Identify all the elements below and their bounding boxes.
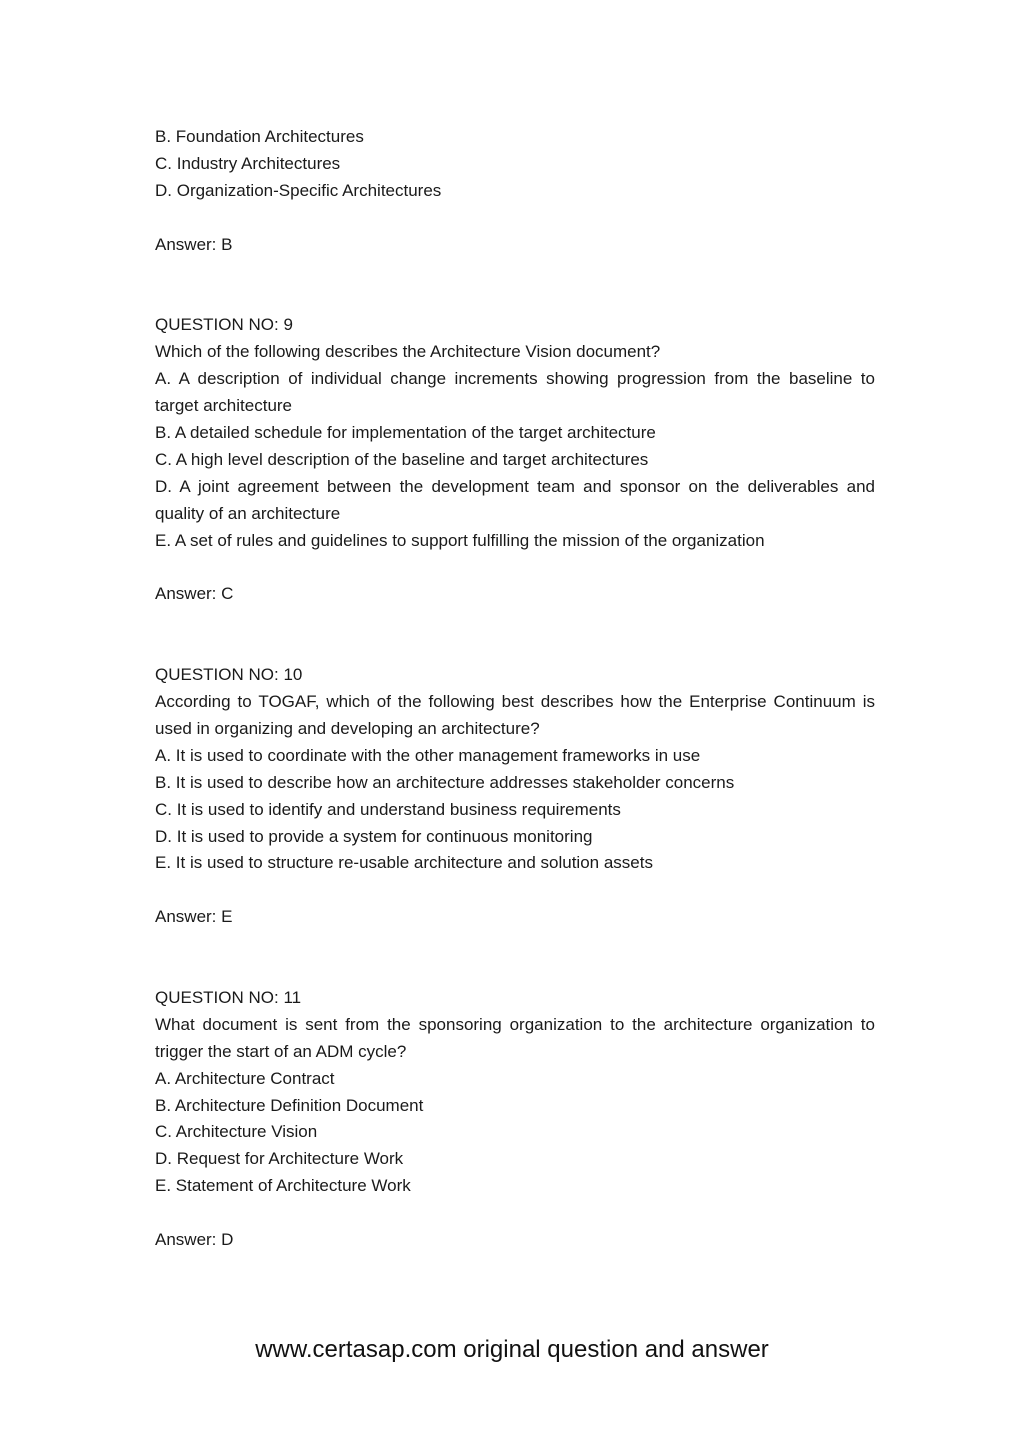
option-e: E. Statement of Architecture Work (155, 1176, 411, 1196)
answer: Answer: E (155, 907, 233, 927)
option-a: A. A description of individual change increments showing progression from the baseline to target architecture (155, 369, 875, 416)
question-number: QUESTION NO: 10 (155, 665, 303, 685)
option-c: C. Architecture Vision (155, 1122, 318, 1142)
option-d: D. Organization-Specific Architectures (155, 180, 442, 200)
option-c: C. A high level description of the baseline and target architectures (155, 449, 649, 469)
option-d: D. A joint agreement between the development team and sponsor on the deliverables and quality of an architecture (155, 476, 875, 523)
option-c: C. Industry Architectures (155, 153, 341, 173)
answer: Answer: D (155, 1230, 234, 1250)
previous-question-tail (155, 124, 875, 259)
question-9 (155, 312, 875, 608)
option-a: A. It is used to coordinate with the other management frameworks in use (155, 745, 701, 765)
option-e: E. It is used to structure re-usable architecture and solution assets (155, 853, 653, 873)
question-text: What document is sent from the sponsoring organization to the architecture organization to trigger the start of an ADM cycle? (155, 1014, 875, 1061)
option-b: B. A detailed schedule for implementation of the target architecture (155, 422, 656, 442)
question-11 (155, 985, 875, 1254)
question-number: QUESTION NO: 11 (155, 987, 302, 1007)
option-e: E. A set of rules and guidelines to support fulfilling the mission of the organization (155, 530, 765, 550)
document-body (155, 124, 875, 1254)
option-b: B. Architecture Definition Document (155, 1095, 424, 1115)
option-d: D. It is used to provide a system for continuous monitoring (155, 826, 593, 846)
question-text: Which of the following describes the Architecture Vision document? (155, 342, 661, 362)
answer: Answer: C (155, 584, 234, 604)
option-d: D. Request for Architecture Work (155, 1149, 404, 1169)
page-footer: www.certasap.com original question and answer (255, 1336, 769, 1363)
question-10 (155, 662, 875, 931)
option-b: B. It is used to describe how an architecture addresses stakeholder concerns (155, 772, 735, 792)
option-b: B. Foundation Architectures (155, 127, 364, 146)
option-a: A. Architecture Contract (155, 1068, 335, 1088)
question-number: QUESTION NO: 9 (155, 315, 293, 335)
question-text: According to TOGAF, which of the following best describes how the Enterprise Continuum is used in organizing and developing an architecture? (155, 691, 875, 738)
option-c: C. It is used to identify and understand business requirements (155, 799, 621, 819)
answer: Answer: B (155, 234, 233, 254)
